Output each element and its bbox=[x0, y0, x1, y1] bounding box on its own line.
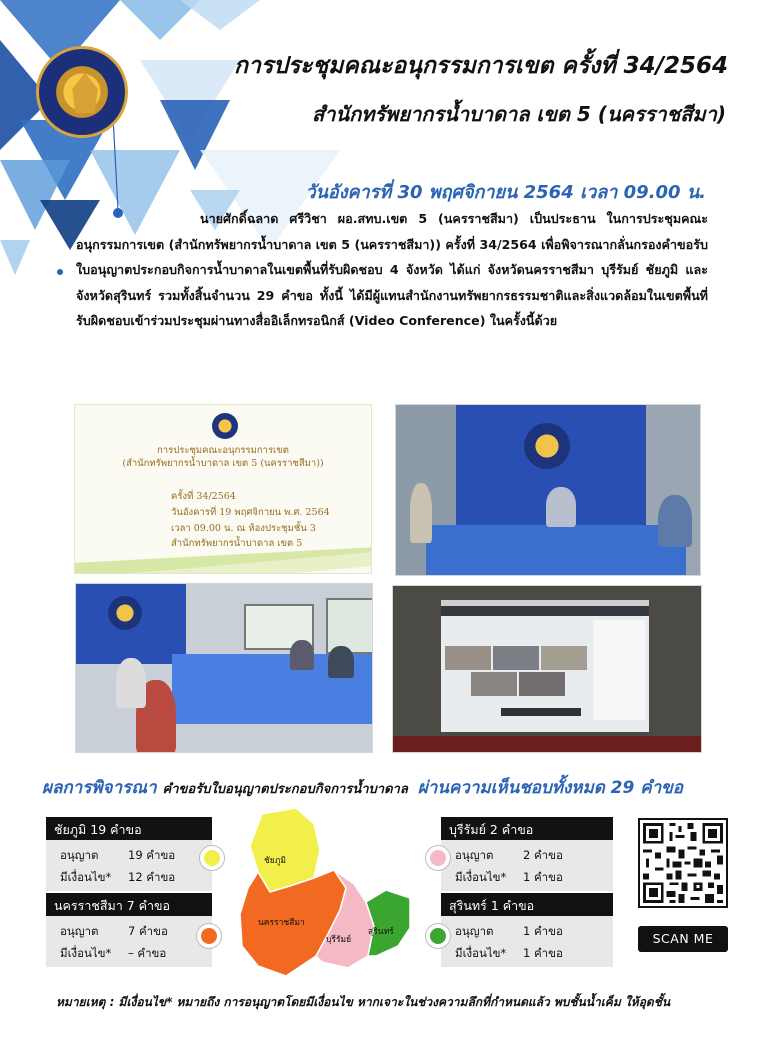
condition-value: – คำขอ bbox=[128, 946, 167, 960]
nakhon-color-dot bbox=[197, 924, 221, 948]
surin-color-dot bbox=[426, 924, 450, 948]
photo-meeting-room bbox=[395, 404, 701, 576]
condition-label: มีเงื่อนไข* bbox=[60, 870, 112, 884]
permit-value: 2 คำขอ bbox=[523, 848, 563, 862]
results-summary: ผ่านความเห็นชอบทั้งหมด 29 คำขอ bbox=[417, 778, 683, 798]
permit-value: 1 คำขอ bbox=[523, 924, 563, 938]
condition-label: มีเงื่อนไข* bbox=[60, 946, 112, 960]
projected-screen bbox=[441, 606, 649, 732]
permit-label: อนุญาต bbox=[60, 848, 99, 862]
department-seal-icon bbox=[36, 46, 128, 138]
condition-value: 1 คำขอ bbox=[523, 946, 563, 960]
card-title: นครราชสีมา 7 คำขอ bbox=[46, 893, 212, 916]
slide-line: (สำนักทรัพยากรน้ำบาดาล เขต 5 (นครราชสีมา)) bbox=[122, 458, 324, 469]
slide-line: ครั้งที่ 34/2564 bbox=[171, 491, 236, 502]
photo-meeting-slide bbox=[74, 404, 372, 574]
qr-code-icon[interactable] bbox=[638, 818, 728, 908]
map-region-surin bbox=[366, 890, 410, 956]
map-label-nakhon: นครราชสีมา bbox=[258, 918, 305, 928]
permit-value: 19 คำขอ bbox=[128, 848, 176, 862]
card-chaiyaphum bbox=[46, 817, 212, 891]
scan-me-button[interactable]: SCAN ME bbox=[638, 926, 728, 952]
permit-value: 7 คำขอ bbox=[128, 924, 168, 938]
page-subtitle: สำนักทรัพยากรน้ำบาดาล เขต 5 (นครราชสีมา) bbox=[312, 102, 726, 126]
results-heading bbox=[42, 774, 683, 801]
meeting-date: วันอังคารที่ 30 พฤศจิกายน 2564 เวลา 09.00 น. bbox=[305, 182, 706, 203]
condition-label: มีเงื่อนไข* bbox=[455, 946, 507, 960]
card-buriram bbox=[441, 817, 613, 891]
condition-label: มีเงื่อนไข* bbox=[455, 870, 507, 884]
results-label: ผลการพิจารณา bbox=[42, 778, 157, 798]
slide-line: เวลา 09.00 น. ณ ห้องประชุมชั้น 3 bbox=[171, 523, 316, 534]
card-title: บุรีรัมย์ 2 คำขอ bbox=[441, 817, 613, 840]
permit-label: อนุญาต bbox=[455, 924, 494, 938]
photo-meeting-table bbox=[75, 583, 373, 753]
card-title: ชัยภูมิ 19 คำขอ bbox=[46, 817, 212, 840]
card-title: สุรินทร์ 1 คำขอ bbox=[441, 893, 613, 916]
map-label-surin: สุรินทร์ bbox=[368, 927, 394, 937]
page-title: การประชุมคณะอนุกรรมการเขต ครั้งที่ 34/2564 bbox=[234, 53, 728, 79]
footnote: หมายเหตุ : มีเงื่อนไข* หมายถึง การอนุญาตโดยมีเงื่อนไข หากเจาะในช่วงความลึกที่กำหนดแล้ว พบชั้นน้ำเค็ม ให้อุดชั้น bbox=[56, 995, 671, 1009]
permit-label: อนุญาต bbox=[60, 924, 99, 938]
results-subject: คำขอรับใบอนุญาตประกอบกิจการน้ำบาดาล bbox=[162, 782, 408, 797]
permit-label: อนุญาต bbox=[455, 848, 494, 862]
card-surin bbox=[441, 893, 613, 967]
photo-video-conference bbox=[392, 585, 702, 753]
card-nakhon-ratchasima bbox=[46, 893, 212, 967]
slide-line: สำนักทรัพยากรน้ำบาดาล เขต 5 bbox=[171, 538, 303, 549]
buriram-color-dot bbox=[426, 846, 450, 870]
province-map bbox=[236, 806, 416, 982]
map-label-buriram: บุรีรัมย์ bbox=[326, 935, 352, 945]
map-label-chaiyaphum: ชัยภูมิ bbox=[264, 856, 286, 866]
condition-value: 12 คำขอ bbox=[128, 870, 176, 884]
meeting-description: นายศักดิ์ฉลาด ศรีวิชา ผอ.สทบ.เขต 5 (นครราชสีมา) เป็นประธาน ในการประชุมคณะอนุกรรมการเขต (สำนักทรัพยากรน้ำบาดาล เขต 5 (นครราชสีมา)) ครั้งที่ 34/2564 เพื่อพิจารณากลั่นกรองคำขอรับใบอนุญาตประกอบกิจการน้ำบาดาลในเขตพื้นที่รับผิดชอบ 4 จังหวัด ได้แก่ จังหวัดนครราชสีมา บุรีรัมย์ ชัยภูมิ และจังหวัดสุรินทร์ รวมทั้งสิ้นจำนวน 29 คำขอ ทั้งนี้ ได้มีผู้แทนสำนักงานทรัพยากรธรรมชาติและสิ่งแวดล้อมในเขตพื้นที่รับผิดชอบเข้าร่วมประชุมผ่านทางสื่ออิเล็กทรอนิกส์ (Video Conference) ในครั้งนี้ด้วย bbox=[76, 211, 708, 328]
slide-line: วันอังคารที่ 19 พฤศจิกายน พ.ศ. 2564 bbox=[171, 507, 330, 518]
seal-icon bbox=[212, 413, 238, 439]
condition-value: 1 คำขอ bbox=[523, 870, 563, 884]
slide-line: การประชุมคณะอนุกรรมการเขต bbox=[157, 445, 289, 456]
chaiyaphum-color-dot bbox=[200, 846, 224, 870]
